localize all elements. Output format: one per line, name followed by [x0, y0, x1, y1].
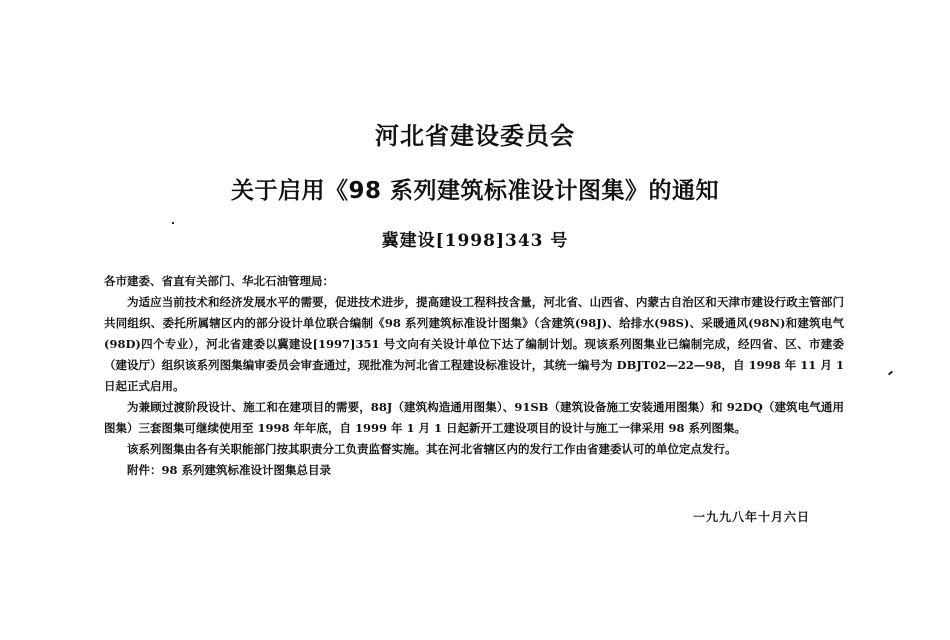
addressee-line: 各市建委、省直有关部门、华北石油管理局： [104, 274, 334, 288]
scan-speck [888, 371, 893, 376]
scan-speck [172, 222, 174, 224]
issuing-organization: 河北省建设委员会 [375, 122, 575, 150]
attachment-line: 附件：98 系列建筑标准设计图集总目录 [127, 463, 332, 477]
document-number: 冀建设[1998]343 号 [381, 231, 569, 251]
issue-date: 一九九八年十月六日 [692, 510, 810, 524]
paragraph-transition: 为兼顾过渡阶段设计、施工和在建项目的需要，88J（建筑构造通用图集）、91SB（建筑设备施工安装通用图集）和 92DQ（建筑电气通用图集）三套图集可继续使用至 1998 年年底，自 1999 年 1 月 1 日起新开工建设项目的设计与施工一律采用 98 系列图集。 [104, 400, 844, 435]
paragraph-supervision: 该系列图集由各有关职能部门按其职责分工负责监督实施。其在河北省辖区内的发行工作由省建委认可的单位定点发行。 [127, 442, 737, 456]
paragraph-purpose: 为适应当前技术和经济发展水平的需要，促进技术进步，提高建设工程科技含量，河北省、山西省、内蒙古自治区和天津市建设行政主管部门共同组织、委托所属辖区内的部分设计单位联合编制《98 系列建筑标准设计图集》（含建筑(98J)、给排水(98S)、采暖通风(98N)和建筑电气(98D)四个专业），河北省建委以冀建设[1997]351 号文向有关设计单位下达了编制计划。现该系列图集业已编制完成，经四省、区、市建委（建设厅）组织该系列图集编审委员会审查通过，现批准为河北省工程建设标准设计，其统一编号为 DBJT02—22—98，自 1998 年 11 月 1 日起正式启用。 [104, 295, 844, 393]
notice-body [104, 271, 844, 481]
notice-title: 关于启用《98 系列建筑标准设计图集》的通知 [230, 178, 719, 204]
